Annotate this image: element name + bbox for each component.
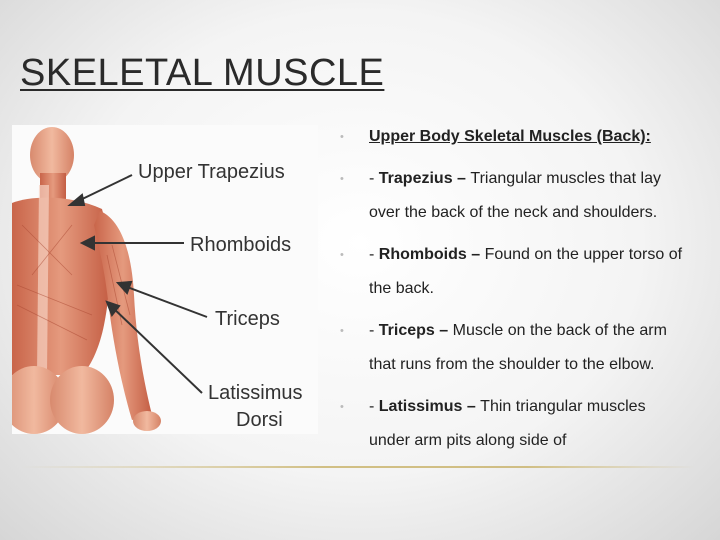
label-latissimus: Latissimus: [208, 382, 303, 404]
bullet-dash: -: [369, 398, 379, 415]
bullet-heading-text: Upper Body Skeletal Muscles (Back):: [369, 128, 651, 145]
bullet-separator: –: [452, 170, 471, 187]
list-item: [338, 162, 688, 230]
slide-title: SKELETAL MUSCLE: [20, 52, 385, 94]
muscle-description: Muscle on the back of the arm that runs from the shoulder to the elbow.: [369, 322, 667, 373]
muscle-name: Trapezius: [378, 170, 453, 187]
muscle-bullet-list: [338, 120, 688, 466]
list-item: [338, 238, 688, 306]
label-rhomboids: Rhomboids: [190, 234, 292, 256]
label-upper-trapezius: Upper Trapezius: [138, 161, 285, 183]
bullet-dash: -: [369, 246, 379, 263]
bullet-separator: –: [462, 398, 481, 415]
back-muscles-figure: [12, 125, 318, 434]
muscle-description: Triangular muscles that lay over the back of the neck and shoulders.: [369, 170, 661, 221]
label-dorsi: Dorsi: [236, 409, 283, 431]
label-triceps: Triceps: [215, 308, 280, 330]
bullet-heading: [338, 120, 688, 154]
bullet-separator: –: [466, 246, 485, 263]
muscle-description: Found on the upper torso of the back.: [369, 246, 683, 297]
muscle-description: Thin triangular muscles under arm pits along side of: [369, 398, 646, 449]
list-item: [338, 314, 688, 382]
muscle-name: Triceps: [378, 322, 435, 339]
decorative-divider: [20, 466, 696, 468]
bullet-dash: -: [369, 322, 379, 339]
muscle-name: Rhomboids: [378, 246, 467, 263]
bullet-dash: -: [369, 170, 379, 187]
muscle-name: Latissimus: [378, 398, 463, 415]
bullet-separator: –: [434, 322, 453, 339]
list-item: [338, 390, 688, 458]
